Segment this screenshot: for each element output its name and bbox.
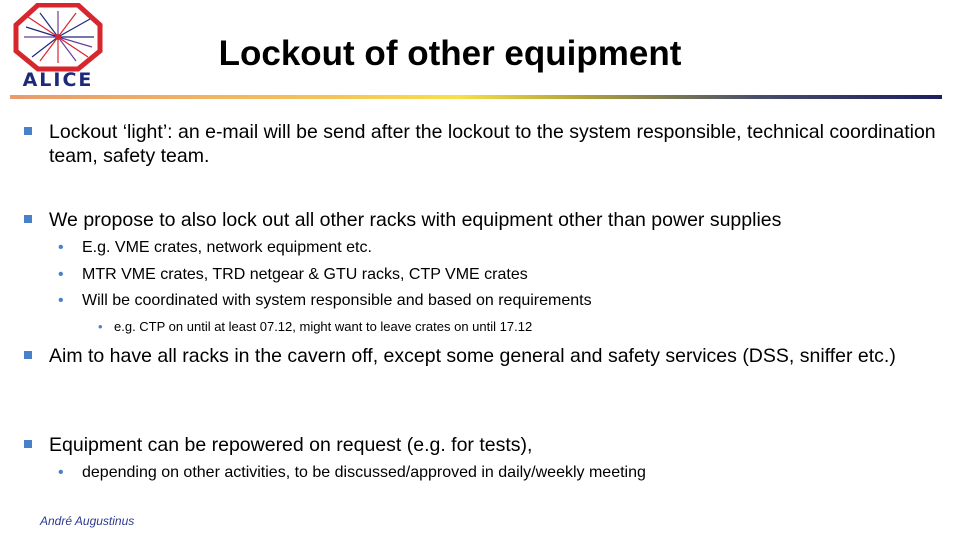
- slide-title: Lockout of other equipment: [218, 34, 682, 73]
- dot-bullet-icon: •: [58, 464, 64, 481]
- title-divider: [10, 95, 942, 99]
- logo-text: ALICE: [22, 69, 94, 91]
- square-bullet-icon: [24, 351, 32, 359]
- sub-bullet-2: [58, 265, 528, 285]
- square-bullet-icon: [24, 215, 32, 223]
- square-bullet-icon: [24, 440, 32, 448]
- footer-author: André Augustinus: [40, 514, 135, 528]
- dot-bullet-icon: •: [58, 266, 64, 283]
- bullet-4: [24, 433, 924, 457]
- sub-bullet-4-text: depending on other activities, to be discussed/approved in daily/weekly meeting: [82, 464, 646, 481]
- sub-bullet-2-text: MTR VME crates, TRD netgear & GTU racks, CTP VME crates: [82, 266, 528, 283]
- bullet-1-text: Lockout ‘light’: an e-mail will be send after the lockout to the system responsible, technical coordination team, safety team.: [49, 121, 936, 167]
- sub-sub-bullet-1: [98, 318, 532, 336]
- alice-octagon-icon: [10, 3, 106, 73]
- sub-bullet-4: [58, 463, 646, 483]
- sub-bullet-1: [58, 238, 372, 258]
- sub-bullet-1-text: E.g. VME crates, network equipment etc.: [82, 239, 372, 256]
- bullet-2-text: We propose to also lock out all other racks with equipment other than power supplies: [49, 209, 782, 231]
- bullet-4-text: Equipment can be repowered on request (e.g. for tests),: [49, 434, 533, 456]
- dot-bullet-icon: •: [58, 239, 64, 256]
- bullet-2: [24, 208, 944, 232]
- sub-bullet-3: [58, 291, 592, 311]
- bullet-1: [24, 120, 944, 168]
- bullet-3-text: Aim to have all racks in the cavern off, except some general and safety services (DSS, sniffer etc.): [49, 345, 896, 367]
- alice-logo: [10, 3, 106, 95]
- dot-bullet-icon: •: [98, 319, 103, 334]
- bullet-3: [24, 344, 904, 368]
- sub-bullet-3-text: Will be coordinated with system responsible and based on requirements: [82, 292, 592, 309]
- dot-bullet-icon: •: [58, 292, 64, 309]
- square-bullet-icon: [24, 127, 32, 135]
- sub-sub-bullet-1-text: e.g. CTP on until at least 07.12, might want to leave crates on until 17.12: [114, 319, 533, 334]
